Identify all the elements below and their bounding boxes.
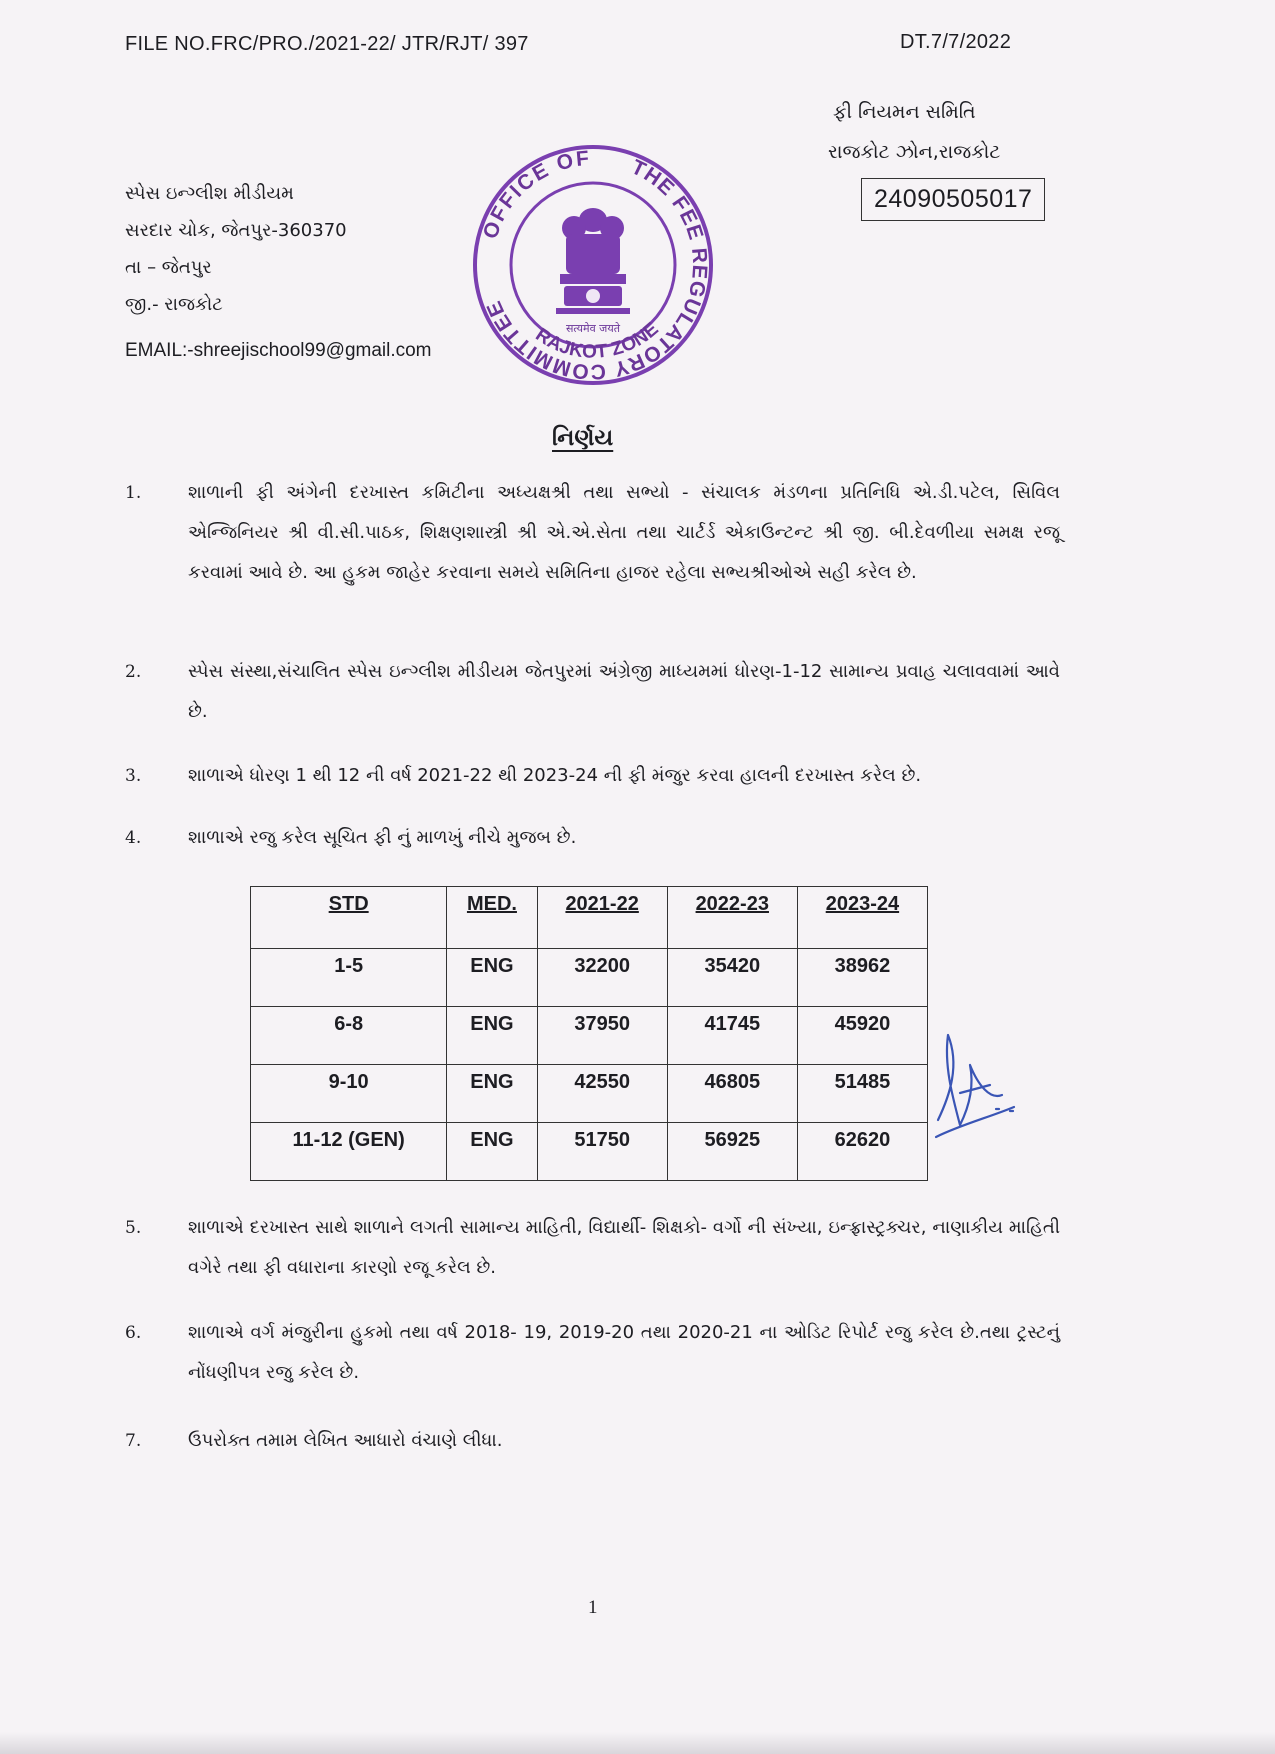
table-cell: 56925: [667, 1123, 797, 1181]
table-cell: 9-10: [251, 1065, 447, 1123]
table-cell: 46805: [667, 1065, 797, 1123]
col-header-medium: MED.: [447, 887, 537, 949]
item-text: શાળાએ ધોરણ 1 થી 12 ની વર્ષ 2021-22 થી 2023-24 ની ફી મંજુર કરવા હાલની દરખાસ્ત કરેલ છે.: [188, 765, 922, 786]
table-cell: 51750: [537, 1123, 667, 1181]
item-number: 4.: [125, 828, 142, 848]
table-cell: 38962: [797, 949, 927, 1007]
list-item: [125, 652, 1060, 732]
table-row: [251, 1065, 928, 1123]
recipient-taluka: તા – જેતપુર: [125, 257, 212, 278]
table-cell: 41745: [667, 1007, 797, 1065]
table-cell: 42550: [537, 1065, 667, 1123]
seal-outer-text-bottom: RAJKOT ZONE: [531, 318, 663, 363]
page-bottom-edge: [0, 1732, 1275, 1754]
table-cell: 11-12 (GEN): [251, 1123, 447, 1181]
table-cell: ENG: [447, 1007, 537, 1065]
list-item: [125, 1421, 1060, 1461]
table-cell: 35420: [667, 949, 797, 1007]
list-item: [125, 1208, 1060, 1288]
item-number: 1.: [125, 483, 142, 503]
table-cell: 51485: [797, 1065, 927, 1123]
table-cell: 6-8: [251, 1007, 447, 1065]
page-number: 1: [588, 1597, 598, 1618]
list-item: [125, 818, 1060, 858]
seal-outer-text-left: OFFICE OF: [478, 146, 592, 242]
item-text: ઉપરોક્ત તમામ લેખિત આધારો વંચાણે લીધા.: [188, 1430, 503, 1451]
table-cell: 45920: [797, 1007, 927, 1065]
fee-structure-table: [250, 886, 928, 1181]
table-cell: 37950: [537, 1007, 667, 1065]
office-block: [828, 92, 1000, 172]
table-cell: 1-5: [251, 949, 447, 1007]
col-header-2022-23: 2022-23: [667, 887, 797, 949]
recipient-district: જી.- રાજકોટ: [125, 294, 223, 315]
file-number: FILE NO.FRC/PRO./2021-22/ JTR/RJT/ 397: [125, 33, 529, 55]
list-item: [125, 756, 1060, 796]
decision-heading: નિર્ણય: [552, 425, 614, 451]
seal-outer-text-top: THE FEE REGULATORY COMMITTEE: [482, 155, 712, 384]
seal-motto: सत्यमेव जयते: [565, 322, 621, 335]
item-number: 6.: [125, 1323, 142, 1343]
item-text: શાળાએ રજુ કરેલ સૂચિત ફી નું માળખું નીચે મુજબ છે.: [188, 827, 577, 848]
recipient-email: EMAIL:-shreejischool99@gmail.com: [125, 340, 432, 361]
table-row: [251, 1123, 928, 1181]
col-header-2021-22: 2021-22: [537, 887, 667, 949]
fee-committee-seal: [470, 142, 716, 388]
national-emblem-icon: [556, 208, 630, 314]
col-header-2023-24: 2023-24: [797, 887, 927, 949]
item-number: 5.: [125, 1218, 142, 1238]
list-item: [125, 473, 1060, 593]
item-text: સ્પેસ સંસ્થા,સંચાલિત સ્પેસ ઇન્ગ્લીશ મીડીયમ જેતપુરમાં અંગ્રેજી માધ્યમમાં ધોરણ-1-12 સામાન્ય પ્રવાહ ચલાવવામાં આવે છે.: [188, 661, 1060, 722]
item-number: 3.: [125, 766, 142, 786]
item-text: શાળાએ દરખાસ્ત સાથે શાળાને લગતી સામાન્ય માહિતી, વિદ્યાર્થી- શિક્ષકો- વર્ગો ની સંખ્યા, ઇન્ફ્રાસ્ટ્રક્ચર, નાણાકીય માહિતી વગેરે તથા ફી વધારાના કારણો રજૂ કરેલ છે.: [188, 1217, 1060, 1278]
table-row: [251, 949, 928, 1007]
item-number: 7.: [125, 1431, 142, 1451]
item-text: શાળાની ફી અંગેની દરખાસ્ત કમિટીના અધ્યક્ષશ્રી તથા સભ્યો - સંચાલક મંડળના પ્રતિનિધિ એ.ડી.પટેલ, સિવિલ એન્જિનિયર શ્રી વી.સી.પાઠક, શિક્ષણશાસ્ત્રી શ્રી એ.એ.સેતા તથા ચાર્ટર્ડ એકાઉન્ટન્ટ શ્રી જી. બી.દેવળીયા સમક્ષ રજૂ કરવામાં આવે છે. આ હુકમ જાહેર કરવાના સમયે સમિતિના હાજર રહેલા સભ્યશ્રીઓએ સહી કરેલ છે.: [188, 482, 1060, 583]
table-cell: 32200: [537, 949, 667, 1007]
col-header-std: STD: [251, 887, 447, 949]
item-number: 2.: [125, 662, 142, 682]
table-row: [251, 1007, 928, 1065]
table-cell: 62620: [797, 1123, 927, 1181]
office-name: ફી નિયમન સમિતિ: [833, 101, 976, 123]
recipient-name: સ્પેસ ઇન્ગ્લીશ મીડીયમ: [125, 183, 294, 204]
table-cell: ENG: [447, 949, 537, 1007]
recipient-street: સરદાર ચોક, જેતપુર-360370: [125, 220, 347, 241]
document-date: DT.7/7/2022: [900, 31, 1012, 53]
table-cell: ENG: [447, 1123, 537, 1181]
reference-number: 24090505017: [861, 178, 1045, 221]
handwritten-signature: [930, 1025, 1030, 1145]
table-header-row: [251, 887, 928, 949]
list-item: [125, 1313, 1060, 1393]
recipient-address: [125, 175, 347, 323]
table-cell: ENG: [447, 1065, 537, 1123]
office-zone: રાજકોટ ઝોન,રાજકોટ: [828, 141, 1001, 163]
item-text: શાળાએ વર્ગ મંજુરીના હુકમો તથા વર્ષ 2018- 19, 2019-20 તથા 2020-21 ના ઓડિટ રિપોર્ટ રજુ કરેલ છે.તથા ટ્રસ્ટનું નોંધણીપત્ર રજુ કરેલ છે.: [188, 1322, 1060, 1383]
